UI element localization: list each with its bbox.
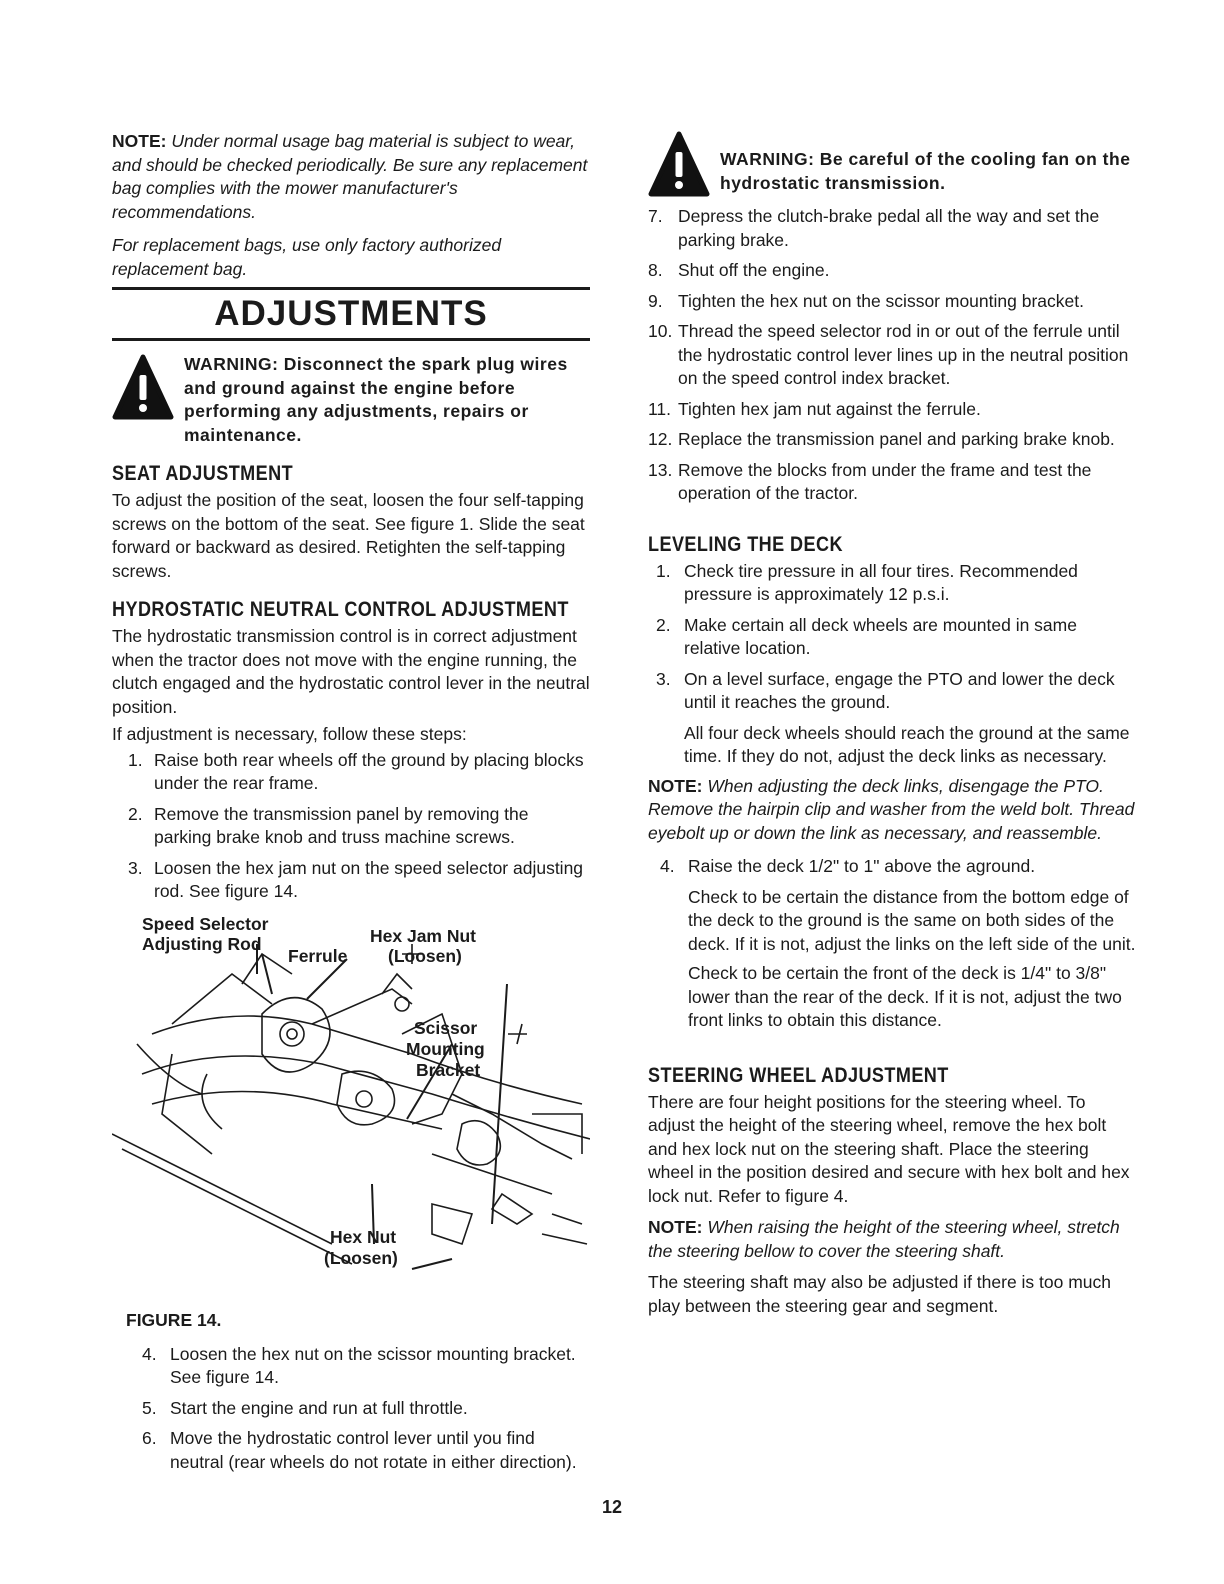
list-item: 3. Loosen the hex jam nut on the speed selector adjusting rod. See figure 14. xyxy=(128,857,584,901)
list-item: 10. Thread the speed selector rod in or out of the ferrule until the hydrostatic control lever lines up in the neutral position on the speed control index bracket. xyxy=(648,321,1129,388)
steering-text-2: The steering shaft may also be adjusted if there is too much play between the steering gear and segment. xyxy=(648,1272,1112,1316)
deck-steps xyxy=(648,560,1136,715)
figure-14 xyxy=(112,914,590,1304)
seat-adjustment-text: To adjust the position of the seat, loosen the four self-tapping screws on the bottom of the seat. See figure 1. Slide the seat forward or backward as desired. Retighten the self-tapping screws. xyxy=(112,490,585,581)
adjustments-title-block xyxy=(112,287,590,341)
list-item: 4. Loosen the hex nut on the scissor mounting bracket. See figure 14. xyxy=(142,1343,576,1387)
warning-triangle-icon xyxy=(648,130,720,205)
deck-note: NOTE: When adjusting the deck links, disengage the PTO. Remove the hairpin clip and washer from the weld bolt. Thread eyebolt up or down the link as necessary, and reassemble. xyxy=(648,775,1135,843)
label-ferrule: Ferrule xyxy=(288,945,348,966)
deck-sub-paragraph-2: Check to be certain the distance from the bottom edge of the deck to the ground is the same on both sides of the deck. If it is not, adjust the links on the left side of the unit. xyxy=(688,886,1136,954)
label-hex-jam-nut: Hex Jam Nut xyxy=(370,925,477,946)
hydrostatic-heading: HYDROSTATIC NEUTRAL CONTROL ADJUSTMENT xyxy=(112,598,569,621)
steering-text: There are four height positions for the steering wheel. To adjust the height of the steering wheel, remove the hex bolt and hex lock nut on the steering shaft. Place the steering wheel in the position desired and secure with hex bolt and hex lock nut. Refer to figure 4. xyxy=(648,1091,1130,1206)
list-item: 2. Make certain all deck wheels are mounted in same relative location. xyxy=(656,614,1077,658)
list-item: 7. Depress the clutch-brake pedal all the way and set the parking brake. xyxy=(648,206,1100,250)
list-item: 5. Start the engine and run at full throttle. xyxy=(142,1397,468,1418)
list-item: 12. Replace the transmission panel and parking brake knob. xyxy=(648,429,1115,449)
list-item: 13. Remove the blocks from under the frame and test the operation of the tractor. xyxy=(648,459,1092,503)
steering-note: NOTE: When raising the height of the steering wheel, stretch the steering bellow to cover the steering shaft. xyxy=(648,1217,1120,1261)
warning-triangle-icon xyxy=(112,353,184,428)
warning-cooling-fan xyxy=(648,130,1136,205)
figure-caption: FIGURE 14. xyxy=(126,1309,222,1330)
right-column xyxy=(648,130,1136,1318)
label-loosen-hex-nut: (Loosen) xyxy=(324,1247,398,1268)
label-speed-selector: Speed Selector xyxy=(142,913,269,934)
warning-spark-plug xyxy=(112,353,590,447)
hydrostatic-text: The hydrostatic transmission control is in correct adjustment when the tractor does not move with the engine running, the clutch engaged and the hydrostatic control lever in the neutral position. xyxy=(112,626,590,717)
label-mounting: Mounting xyxy=(406,1038,485,1059)
list-item: 2. Remove the transmission panel by removing the parking brake knob and truss machine screws. xyxy=(128,803,529,847)
page-number: 12 xyxy=(601,1497,623,1517)
list-item: 11. Tighten hex jam nut against the ferrule. xyxy=(648,398,981,419)
hydrostatic-steps-a xyxy=(112,749,590,904)
deck-sub-paragraph-1: All four deck wheels should reach the ground at the same time. If they do not, adjust the deck links as necessary. xyxy=(684,722,1130,766)
label-loosen-jam-nut: (Loosen) xyxy=(388,945,462,966)
warning-text: WARNING: Be careful of the cooling fan on the hydrostatic transmission. xyxy=(720,149,1131,193)
replacement-bag-note: For replacement bags, use only factory authorized replacement bag. xyxy=(112,235,502,279)
leveling-deck-heading: LEVELING THE DECK xyxy=(648,532,843,556)
list-item: 9. Tighten the hex nut on the scissor mounting bracket. xyxy=(648,290,1084,311)
hydrostatic-steps-c xyxy=(648,205,1136,506)
steering-wheel-heading: STEERING WHEEL ADJUSTMENT xyxy=(648,1063,949,1087)
page-title: ADJUSTMENTS xyxy=(214,294,488,333)
hydrostatic-steps-intro: If adjustment is necessary, follow these steps: xyxy=(112,724,467,744)
hydrostatic-steps-b xyxy=(112,1343,590,1475)
label-scissor: Scissor xyxy=(414,1017,478,1038)
label-hex-nut: Hex Nut xyxy=(330,1226,397,1247)
title-rule-bottom xyxy=(112,338,590,341)
title-rule-top xyxy=(112,287,590,290)
warning-text: WARNING: Disconnect the spark plug wires and ground against the engine before performing any adjustments, repairs or maintenance. xyxy=(184,354,568,445)
label-adjusting-rod: Adjusting Rod xyxy=(142,933,262,954)
left-column xyxy=(112,130,590,1481)
bag-note: NOTE: Under normal usage bag material is subject to wear, and should be checked periodically. Be sure any replacement bag complies with the mower manufacturer's recommendations. xyxy=(112,131,588,222)
seat-adjustment-heading: SEAT ADJUSTMENT xyxy=(112,462,294,485)
list-item: 1. Raise both rear wheels off the ground by placing blocks under the rear frame. xyxy=(128,749,584,793)
list-item: 8. Shut off the engine. xyxy=(648,260,830,280)
list-item: 6. Move the hydrostatic control lever until you find neutral (rear wheels do not rotate in either direction). xyxy=(142,1428,577,1472)
list-item: 3. On a level surface, engage the PTO and lower the deck until it reaches the ground. xyxy=(656,668,1115,712)
deck-sub-paragraph-3: Check to be certain the front of the deck is 1/4" to 3/8" lower than the rear of the deck. If it is not, adjust the two front links to obtain this distance. xyxy=(688,963,1122,1030)
list-item: 4. Raise the deck 1/2" to 1" above the aground. xyxy=(660,856,1036,876)
list-item: 1. Check tire pressure in all four tires. Recommended pressure is approximately 12 p.s.i. xyxy=(656,560,1078,604)
deck-step-4 xyxy=(648,855,1136,879)
label-bracket: Bracket xyxy=(416,1059,481,1080)
